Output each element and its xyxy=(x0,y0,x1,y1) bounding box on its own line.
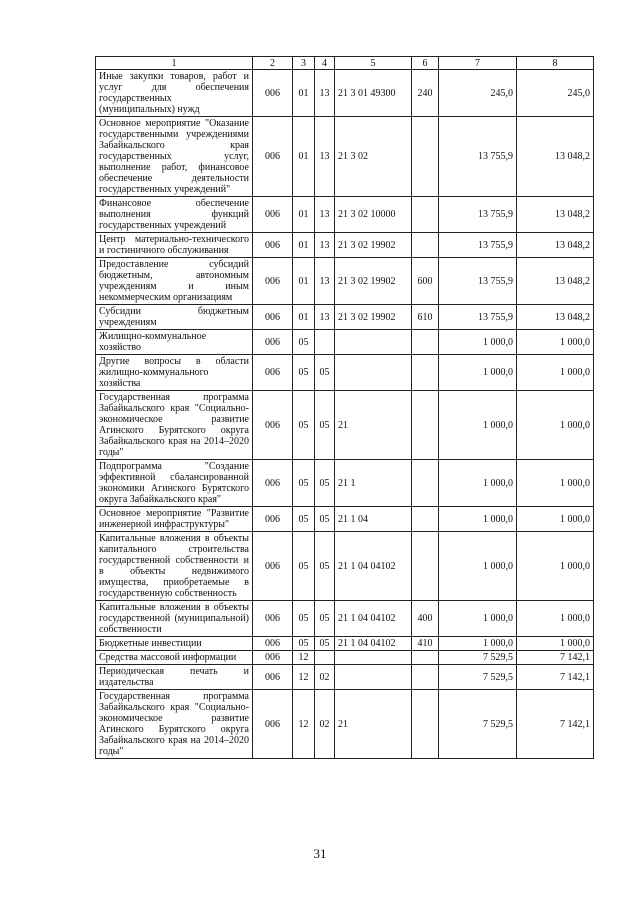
row-sum2: 245,0 xyxy=(517,70,594,117)
table-row xyxy=(96,305,594,330)
row-ved: 006 xyxy=(253,117,293,197)
row-csr: 21 1 04 04102 xyxy=(335,601,412,637)
row-vr: 400 xyxy=(412,601,439,637)
row-sum1: 13 755,9 xyxy=(439,233,517,258)
row-pr: 02 xyxy=(315,665,335,690)
table-row xyxy=(96,665,594,690)
row-name: Периодическая печать и издательства xyxy=(96,665,253,690)
document-page xyxy=(95,56,593,759)
row-sum2: 13 048,2 xyxy=(517,233,594,258)
row-sum1: 13 755,9 xyxy=(439,258,517,305)
row-sum2: 13 048,2 xyxy=(517,258,594,305)
column-header: 8 xyxy=(517,57,594,70)
row-sum1: 1 000,0 xyxy=(439,355,517,391)
row-pr: 05 xyxy=(315,532,335,601)
row-name: Основное мероприятие "Оказание государственными учреждениями Забайкальского края государственных услуг, выполнение работ, финансовое обеспечение деятельности государственных учреждений" xyxy=(96,117,253,197)
row-sum1: 1 000,0 xyxy=(439,391,517,460)
row-sum1: 1 000,0 xyxy=(439,637,517,651)
row-rz: 05 xyxy=(293,460,315,507)
row-sum1: 13 755,9 xyxy=(439,305,517,330)
table-row xyxy=(96,690,594,759)
column-header: 5 xyxy=(335,57,412,70)
row-csr: 21 3 02 10000 xyxy=(335,197,412,233)
row-name: Бюджетные инвестиции xyxy=(96,637,253,651)
row-sum1: 7 529,5 xyxy=(439,690,517,759)
row-pr: 05 xyxy=(315,507,335,532)
row-pr: 13 xyxy=(315,117,335,197)
row-name: Другие вопросы в области жилищно-коммунального хозяйства xyxy=(96,355,253,391)
row-vr xyxy=(412,460,439,507)
table-row xyxy=(96,637,594,651)
row-name: Иные закупки товаров, работ и услуг для обеспечения государственных (муниципальных) нужд xyxy=(96,70,253,117)
row-pr: 05 xyxy=(315,601,335,637)
row-sum2: 1 000,0 xyxy=(517,637,594,651)
row-pr: 05 xyxy=(315,637,335,651)
row-ved: 006 xyxy=(253,637,293,651)
row-sum2: 13 048,2 xyxy=(517,305,594,330)
row-vr xyxy=(412,507,439,532)
row-ved: 006 xyxy=(253,305,293,330)
row-rz: 01 xyxy=(293,305,315,330)
row-sum2: 13 048,2 xyxy=(517,197,594,233)
row-name: Государственная программа Забайкальского края "Социально-экономическое развитие Агинского Бурятского округа Забайкальского края на 2014–2020 годы" xyxy=(96,690,253,759)
row-sum1: 7 529,5 xyxy=(439,651,517,665)
table-row xyxy=(96,460,594,507)
row-pr: 05 xyxy=(315,355,335,391)
row-pr: 02 xyxy=(315,690,335,759)
row-name: Основное мероприятие "Развитие инженерной инфраструктуры" xyxy=(96,507,253,532)
row-vr xyxy=(412,330,439,355)
row-vr xyxy=(412,651,439,665)
budget-table xyxy=(95,56,594,759)
row-csr xyxy=(335,651,412,665)
page-number: 31 xyxy=(313,846,327,861)
row-ved: 006 xyxy=(253,70,293,117)
row-ved: 006 xyxy=(253,391,293,460)
row-sum2: 1 000,0 xyxy=(517,460,594,507)
row-name: Субсидии бюджетным учреждениям xyxy=(96,305,253,330)
row-csr xyxy=(335,355,412,391)
row-csr: 21 1 04 04102 xyxy=(335,637,412,651)
row-pr: 13 xyxy=(315,70,335,117)
row-sum2: 1 000,0 xyxy=(517,355,594,391)
row-vr xyxy=(412,233,439,258)
row-sum1: 1 000,0 xyxy=(439,601,517,637)
row-csr: 21 3 02 xyxy=(335,117,412,197)
row-name: Центр материально-технического и гостиничного обслуживания xyxy=(96,233,253,258)
row-rz: 01 xyxy=(293,70,315,117)
row-name: Подпрограмма "Создание эффективной сбалансированной экономики Агинского Бурятского округа Забайкальского края" xyxy=(96,460,253,507)
table-row xyxy=(96,601,594,637)
row-vr xyxy=(412,197,439,233)
column-header: 2 xyxy=(253,57,293,70)
row-sum2: 7 142,1 xyxy=(517,665,594,690)
row-sum2: 7 142,1 xyxy=(517,651,594,665)
row-rz: 05 xyxy=(293,637,315,651)
row-ved: 006 xyxy=(253,355,293,391)
row-sum2: 13 048,2 xyxy=(517,117,594,197)
row-csr: 21 3 02 19902 xyxy=(335,305,412,330)
row-pr: 13 xyxy=(315,233,335,258)
table-row xyxy=(96,197,594,233)
column-header: 3 xyxy=(293,57,315,70)
table-row xyxy=(96,651,594,665)
table-row xyxy=(96,532,594,601)
row-ved: 006 xyxy=(253,507,293,532)
row-vr xyxy=(412,665,439,690)
row-ved: 006 xyxy=(253,665,293,690)
row-csr: 21 3 02 19902 xyxy=(335,258,412,305)
table-row xyxy=(96,70,594,117)
row-vr: 410 xyxy=(412,637,439,651)
row-csr: 21 1 04 04102 xyxy=(335,532,412,601)
row-sum2: 1 000,0 xyxy=(517,507,594,532)
row-rz: 01 xyxy=(293,258,315,305)
row-vr: 240 xyxy=(412,70,439,117)
row-csr: 21 xyxy=(335,690,412,759)
table-row xyxy=(96,391,594,460)
row-name: Жилищно-коммунальное хозяйство xyxy=(96,330,253,355)
row-rz: 01 xyxy=(293,233,315,258)
row-sum2: 7 142,1 xyxy=(517,690,594,759)
table-row xyxy=(96,233,594,258)
row-pr: 05 xyxy=(315,460,335,507)
row-rz: 05 xyxy=(293,391,315,460)
row-sum1: 1 000,0 xyxy=(439,532,517,601)
table-row xyxy=(96,258,594,305)
column-header: 6 xyxy=(412,57,439,70)
row-ved: 006 xyxy=(253,690,293,759)
row-csr: 21 3 02 19902 xyxy=(335,233,412,258)
row-pr: 13 xyxy=(315,305,335,330)
row-vr xyxy=(412,391,439,460)
row-sum1: 1 000,0 xyxy=(439,507,517,532)
row-vr xyxy=(412,532,439,601)
row-vr: 600 xyxy=(412,258,439,305)
row-name: Предоставление субсидий бюджетным, автономным учреждениям и иным некоммерческим организациям xyxy=(96,258,253,305)
row-ved: 006 xyxy=(253,651,293,665)
row-sum1: 7 529,5 xyxy=(439,665,517,690)
row-name: Капитальные вложения в объекты капитального строительства государственной собственности и в объекты недвижимого имущества, приобретаемые в государственную собственность xyxy=(96,532,253,601)
row-rz: 01 xyxy=(293,197,315,233)
row-ved: 006 xyxy=(253,233,293,258)
row-pr xyxy=(315,651,335,665)
table-row xyxy=(96,355,594,391)
row-ved: 006 xyxy=(253,532,293,601)
row-ved: 006 xyxy=(253,197,293,233)
column-header: 7 xyxy=(439,57,517,70)
row-pr xyxy=(315,330,335,355)
row-rz: 12 xyxy=(293,665,315,690)
row-rz: 01 xyxy=(293,117,315,197)
row-pr: 13 xyxy=(315,258,335,305)
row-rz: 12 xyxy=(293,690,315,759)
row-sum2: 1 000,0 xyxy=(517,532,594,601)
row-ved: 006 xyxy=(253,258,293,305)
row-pr: 13 xyxy=(315,197,335,233)
row-rz: 05 xyxy=(293,532,315,601)
row-sum2: 1 000,0 xyxy=(517,330,594,355)
row-csr xyxy=(335,330,412,355)
table-row xyxy=(96,507,594,532)
row-sum2: 1 000,0 xyxy=(517,391,594,460)
row-csr xyxy=(335,665,412,690)
table-row xyxy=(96,117,594,197)
row-vr: 610 xyxy=(412,305,439,330)
row-ved: 006 xyxy=(253,601,293,637)
column-header: 4 xyxy=(315,57,335,70)
row-name: Государственная программа Забайкальского края "Социально-экономическое развитие Агинского Бурятского округа Забайкальского края на 2014–2020 годы" xyxy=(96,391,253,460)
row-sum1: 13 755,9 xyxy=(439,117,517,197)
row-name: Финансовое обеспечение выполнения функций государственных учреждений xyxy=(96,197,253,233)
row-csr: 21 xyxy=(335,391,412,460)
row-sum1: 13 755,9 xyxy=(439,197,517,233)
row-csr: 21 3 01 49300 xyxy=(335,70,412,117)
row-rz: 05 xyxy=(293,330,315,355)
row-vr xyxy=(412,355,439,391)
row-name: Капитальные вложения в объекты государственной (муниципальной) собственности xyxy=(96,601,253,637)
row-pr: 05 xyxy=(315,391,335,460)
table-row xyxy=(96,330,594,355)
row-rz: 05 xyxy=(293,355,315,391)
row-rz: 05 xyxy=(293,601,315,637)
row-ved: 006 xyxy=(253,460,293,507)
row-vr xyxy=(412,690,439,759)
row-rz: 12 xyxy=(293,651,315,665)
table-header-row xyxy=(96,57,594,70)
row-csr: 21 1 xyxy=(335,460,412,507)
row-sum1: 1 000,0 xyxy=(439,330,517,355)
row-sum1: 1 000,0 xyxy=(439,460,517,507)
column-header: 1 xyxy=(96,57,253,70)
row-ved: 006 xyxy=(253,330,293,355)
row-vr xyxy=(412,117,439,197)
row-csr: 21 1 04 xyxy=(335,507,412,532)
row-rz: 05 xyxy=(293,507,315,532)
row-sum1: 245,0 xyxy=(439,70,517,117)
row-sum2: 1 000,0 xyxy=(517,601,594,637)
row-name: Средства массовой информации xyxy=(96,651,253,665)
